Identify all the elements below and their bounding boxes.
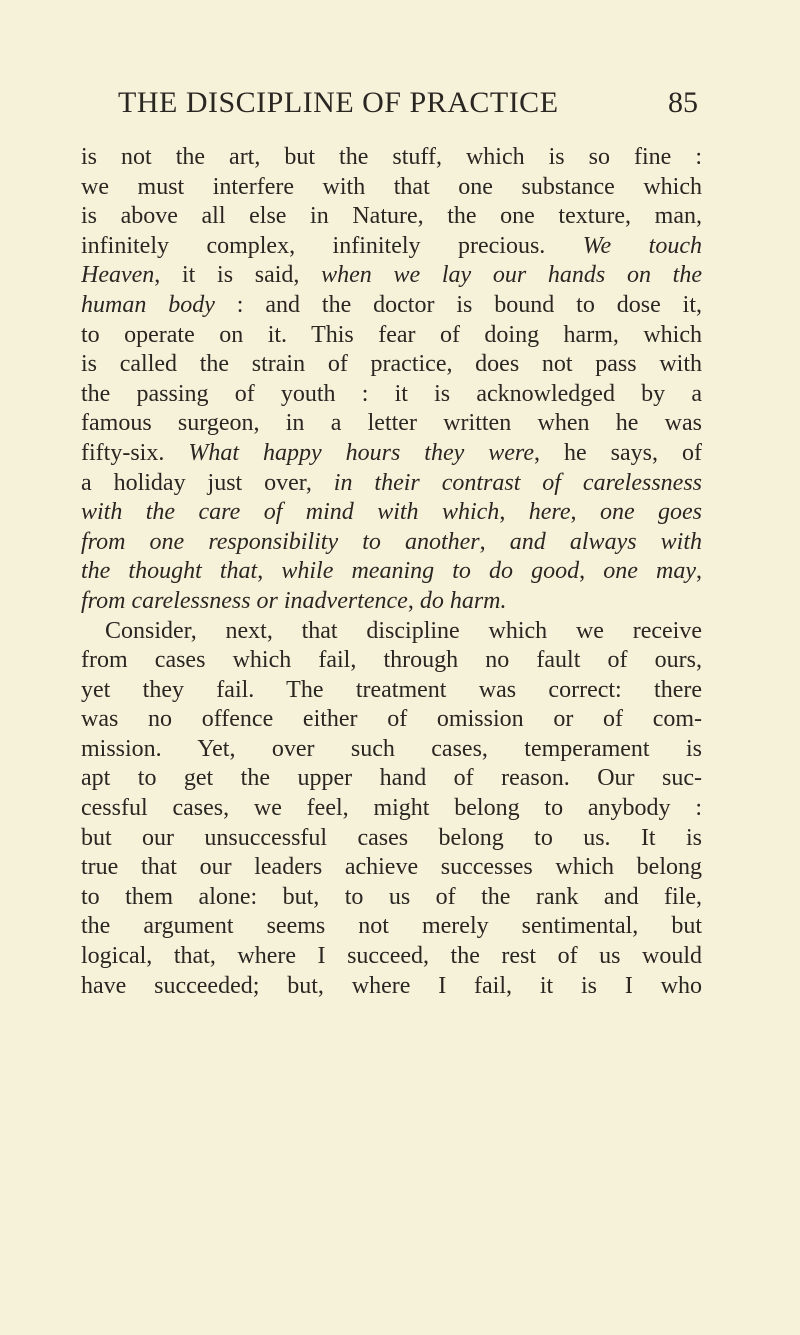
text-segment: mission. Yet, over such cases, temperament is xyxy=(81,735,702,762)
text-segment: the passing of youth : it is acknowledged by a xyxy=(81,380,702,407)
text-segment: yet they fail. The treatment was correct: there xyxy=(81,676,702,703)
text-line xyxy=(81,380,702,410)
text-line xyxy=(81,261,702,291)
text-segment: , xyxy=(579,558,604,585)
text-segment: , xyxy=(407,587,420,614)
text-segment: , xyxy=(257,558,282,585)
italic-text: from one responsibility to another xyxy=(81,528,480,555)
italic-text: here xyxy=(528,499,571,526)
text-segment: logical, that, where I succeed, the rest of us would xyxy=(81,943,702,970)
italic-text: the thought that xyxy=(81,558,258,585)
italic-text: We touch xyxy=(582,232,702,259)
running-title: THE DISCIPLINE OF PRACTICE xyxy=(118,86,559,119)
text-segment: , xyxy=(499,499,529,526)
text-segment: true that our leaders achieve successes which belong xyxy=(81,854,702,881)
text-segment: , he says, of xyxy=(534,439,702,466)
text-segment: to operate on it. This fear of doing harm, which xyxy=(81,321,702,348)
running-head xyxy=(118,86,698,126)
text-line xyxy=(81,557,702,587)
paragraph-start-line xyxy=(81,617,702,647)
text-segment: is not the art, but the stuff, which is so fine : xyxy=(81,144,702,170)
text-line xyxy=(81,291,702,321)
italic-text: one may xyxy=(603,558,697,585)
text-line xyxy=(81,409,702,439)
text-line xyxy=(81,942,702,972)
text-line xyxy=(81,587,702,617)
text-line xyxy=(81,883,702,913)
italic-text: do harm. xyxy=(419,587,507,614)
italic-text: Heaven xyxy=(81,262,155,289)
text-segment: cessful cases, we feel, might belong to anybody : xyxy=(81,795,702,822)
text-segment: is called the strain of practice, does not pass with xyxy=(81,351,702,378)
text-segment: , xyxy=(570,499,600,526)
text-line xyxy=(81,912,702,942)
text-line xyxy=(81,469,702,499)
text-line xyxy=(81,705,702,735)
italic-text: while meaning to do good xyxy=(281,558,580,585)
text-segment: have succeeded; but, where I fail, it is I who xyxy=(81,972,702,999)
text-segment: to them alone: but, to us of the rank and file, xyxy=(81,883,702,910)
text-segment: : and the doctor is bound to dose it, xyxy=(214,291,702,318)
text-line xyxy=(81,735,702,765)
text-line xyxy=(81,764,702,794)
text-segment: from cases which fail, through no fault of ours, xyxy=(81,647,702,674)
text-segment: we must interfere with that one substance which xyxy=(81,173,702,200)
italic-text: one goes xyxy=(599,499,702,526)
text-line xyxy=(81,972,702,1002)
text-segment: apt to get the upper hand of reason. Our suc- xyxy=(81,765,702,792)
text-line xyxy=(81,350,702,380)
text-segment: was no offence either of omission or of com- xyxy=(81,706,702,733)
text-segment: but our unsuccessful cases belong to us. It is xyxy=(81,824,702,851)
text-segment: , it is said, xyxy=(154,262,322,289)
text-segment: famous surgeon, in a letter written when he was xyxy=(81,410,702,437)
text-line xyxy=(81,528,702,558)
italic-text: in their contrast of carelessness xyxy=(333,469,702,496)
text-line xyxy=(81,676,702,706)
text-segment: is above all else in Nature, the one texture, man, xyxy=(81,203,702,230)
text-segment: Consider, next, that discipline which we receive xyxy=(105,617,702,644)
text-line xyxy=(81,202,702,232)
italic-text: with the care of mind with which xyxy=(81,499,500,526)
italic-text: when we lay our hands on the xyxy=(321,262,702,289)
text-line xyxy=(81,498,702,528)
text-segment: the argument seems not merely sentimental, but xyxy=(81,913,702,940)
italic-text: human body xyxy=(81,291,215,318)
text-line xyxy=(81,794,702,824)
italic-text: from carelessness or inadvertence xyxy=(81,587,408,614)
text-line xyxy=(81,439,702,469)
italic-text: What happy hours they were xyxy=(188,439,535,466)
text-line xyxy=(81,173,702,203)
italic-text: and always with xyxy=(509,528,702,555)
text-line xyxy=(81,232,702,262)
text-segment: , xyxy=(479,528,510,555)
text-line xyxy=(81,646,702,676)
text-segment: infinitely complex, infinitely precious. xyxy=(81,232,583,259)
text-segment: a holiday just over, xyxy=(81,469,334,496)
page-number: 85 xyxy=(668,86,698,119)
text-segment: , xyxy=(696,558,702,585)
text-line xyxy=(81,143,702,173)
text-segment: fifty-six. xyxy=(81,439,189,466)
text-line xyxy=(81,824,702,854)
text-line xyxy=(81,321,702,351)
body-text xyxy=(81,143,702,1001)
text-line xyxy=(81,853,702,883)
